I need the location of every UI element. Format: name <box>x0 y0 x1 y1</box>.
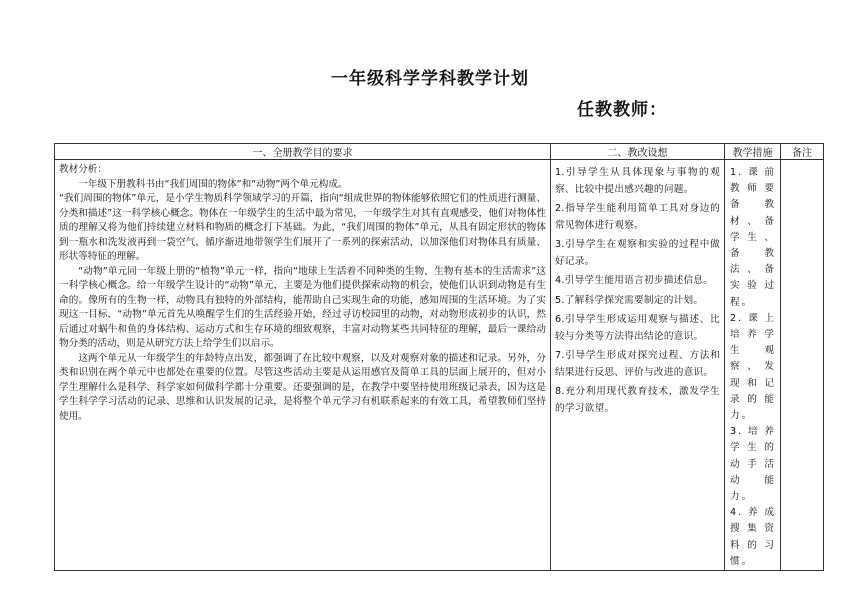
document-title: 一年级科学学科教学计划 <box>331 69 529 89</box>
idea-item: 1.引导学生从具体现象与事物的观察、比较中提出感兴趣的问题。 <box>555 167 720 195</box>
idea-item: 6.引导学生形成运用观察与描述、比较与分类等方法得出结论的意识。 <box>555 314 720 342</box>
analysis-paragraph: “动物”单元同一年级上册的“植物”单元一样，指向“地球上生活着不同种类的生物，生物有基本的生活需求”这一科学核心概念。给一年级学生设计的“动物”单元，主要是为他们提供探索动物的机会，使他们认识到动物是有生命的。像所有的生物一样，动物具有独特的外部结构，能帮助自己实现生命的功能，感知周围的生活环境。为了实现这一目标，“动物”单元首先从唤醒学生们的生活经验开始，经过寻访校园里的动物，对动物形成初步的认识，然后通过对蜗牛和鱼的身体结构、运动方式和生存环境的细致观察，丰富对动物某些共同特征的理解，最后一课给动物分类的活动，则是从研究方法上给学生们以启示。 <box>59 265 546 349</box>
header-remarks: 备注 <box>781 144 824 160</box>
table-header-row <box>55 144 824 160</box>
teacher-label: 任教教师： <box>577 100 667 120</box>
idea-item: 7.引导学生形成对探究过程、方法和结果进行反思、评价与改进的意识。 <box>555 350 720 378</box>
remarks-cell <box>781 160 824 571</box>
analysis-paragraph: 一年级下册教科书由“我们周围的物体”和“动物”两个单元构成。 <box>78 178 348 190</box>
measures-list <box>725 160 780 570</box>
measure-item: 4.养成搜集资料的习惯。 <box>730 507 776 567</box>
reform-ideas-cell <box>551 160 725 571</box>
table-body-row <box>55 160 824 571</box>
teaching-plan-table <box>54 143 824 571</box>
goals-cell <box>55 160 551 571</box>
analysis-paragraph: 这两个单元从一年级学生的年龄特点出发，都强调了在比较中观察，以及对观察对象的描述和记录。另外，分类和识别在两个单元中也都处在重要的位置。尽管这些活动主要是从运用感官及简单工具的层面上展开的，但对小学生理解什么是科学、科学家如何做科学都十分重要。还要强调的是，在教学中要坚持使用班级记录表，因为这是学生科学学习活动的记录、思维和认识发展的记录，是将整个单元学习有机联系起来的有效工具，希望教师们坚持使用。 <box>59 352 546 422</box>
idea-item: 4.引导学生能用语言初步描述信息。 <box>555 275 714 286</box>
idea-item: 3.引导学生在观察和实验的过程中做好记录。 <box>555 239 720 267</box>
analysis-paragraph: “我们周围的物体”单元，是小学生物质科学领域学习的开篇，指向“组成世界的物体能够依照它们的性质进行测量、分类和描述”这一科学核心概念。物体在一年级学生的生活中最为常见，一年级学生对其有直观感受，他们对物体性质的理解又将为他们持续建立材料和物质的概念打下基础。为此，“我们周围的物体”单元，从具有固定形状的物体到一瓶水和洗发液再到一袋空气，循序渐进地带领学生们展开了一系列的探索活动，以加深他们对物体具有质量、形状等特征的理解。 <box>59 193 546 262</box>
header-goals: 一、全册教学目的要求 <box>55 144 551 160</box>
header-reform-ideas: 二、教改设想 <box>551 144 725 160</box>
idea-item: 2.指导学生能利用简单工具对身边的常见物体进行观察。 <box>555 203 720 231</box>
measures-cell <box>725 160 781 571</box>
textbook-analysis <box>55 160 550 424</box>
measure-item: 1.课前教师要备教材、备学生、备教法、备实验过程。 <box>730 167 776 308</box>
idea-item: 8.充分利用现代教育技术，激发学生的学习欲望。 <box>555 386 720 414</box>
reform-ideas-list <box>551 160 724 417</box>
idea-item: 5.了解科学探究需要制定的计划。 <box>555 294 704 306</box>
measure-item: 3.培养学生的动手活动能力。 <box>730 426 776 503</box>
measure-item: 2.课上培养学生观察、发现和记录的能力。 <box>730 312 776 422</box>
analysis-heading: 教材分析： <box>59 164 107 175</box>
header-measures: 教学措施 <box>725 144 781 160</box>
